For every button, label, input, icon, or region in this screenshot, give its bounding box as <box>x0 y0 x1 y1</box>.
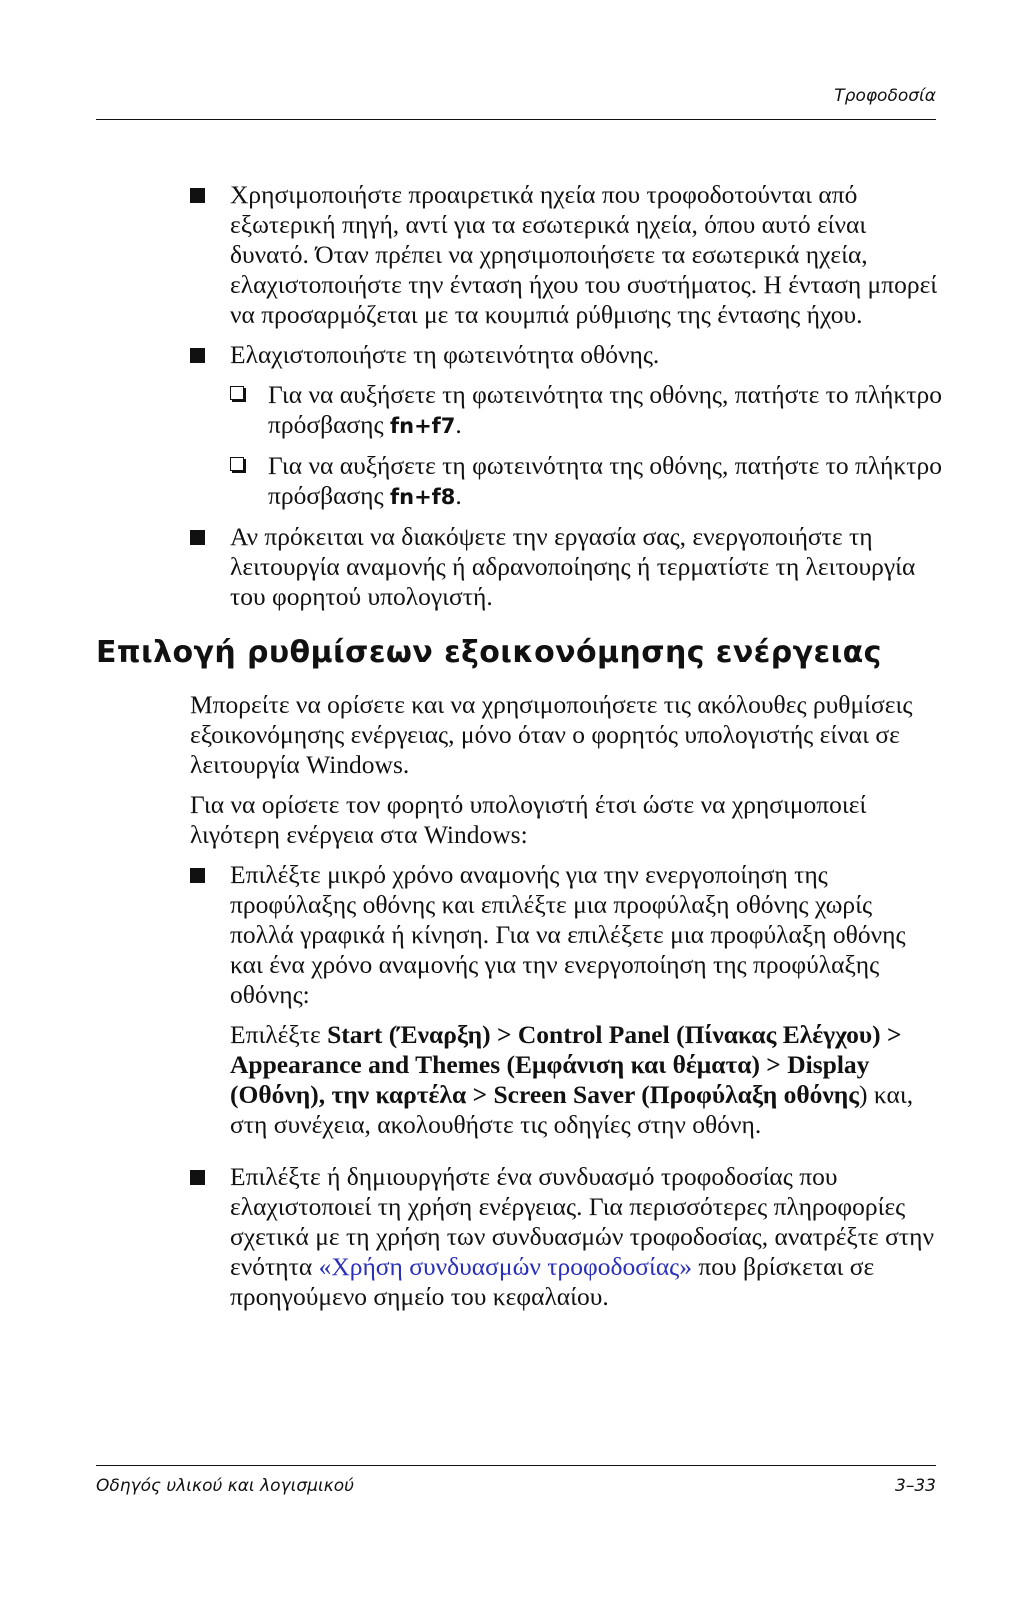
instruction-lead: Επιλέξτε <box>230 1020 328 1049</box>
square-bullet-icon <box>190 530 205 545</box>
section-heading: Επιλογή ρυθμίσεων εξοικονόμησης ενέργειας <box>96 635 882 670</box>
list-item <box>230 340 940 370</box>
list-item <box>230 1162 940 1312</box>
square-bullet-icon <box>190 188 205 203</box>
square-bullet-icon <box>190 868 205 883</box>
list-item <box>230 860 940 1010</box>
list-item-text-end: που βρίσκεται σε προηγούμενο σημείο του κεφαλαίου. <box>230 1252 875 1311</box>
sub-list-item-text: Για να αυξήσετε τη φωτεινότητα της οθόνης, πατήστε το πλήκτρο πρόσβασης <box>268 451 942 510</box>
header-rule <box>96 119 936 120</box>
sub-list-item <box>268 451 948 512</box>
list-item-text: Χρησιμοποιήστε προαιρετικά ηχεία που τροφοδοτούνται από εξωτερική πηγή, αντί για τα εσωτερικά ηχεία, όπου αυτό είναι δυνατό. Όταν πρέπει να χρησιμοποιήσετε τα εσωτερικά ηχεία, ελαχιστοποιήστε την ένταση ήχου του συστήματος. Η ένταση μπορεί να προσαρμόζεται με τα κουμπιά ρύθμισης της έντασης ήχου. <box>230 180 938 329</box>
list-item <box>230 180 940 330</box>
running-header: Τροφοδοσία <box>834 86 936 106</box>
list-item-text: Επιλέξτε ή δημιουργήστε ένα συνδυασμό τροφοδοσίας που ελαχιστοποιεί τη χρήση ενέργειας. Για περισσότερες πληροφορίες σχετικά με τη χρήση των συνδυασμών τροφοδοσίας, ανατρέξτε στην ενότητα <box>230 1162 934 1281</box>
list-item-text: Αν πρόκειται να διακόψετε την εργασία σας, ενεργοποιήστε τη λειτουργία αναμονής ή αδρανοποίησης ή τερματίστε τη λειτουργία του φορητού υπολογιστή. <box>230 522 916 611</box>
paragraph: Μπορείτε να ορίσετε και να χρησιμοποιήσετε τις ακόλουθες ρυθμίσεις εξοικονόμησης ενέργειας, μόνο όταν ο φορητός υπολογιστής είναι σε λειτουργία Windows. <box>190 690 913 779</box>
menu-path: Start (Έναρξη) > Control Panel (Πίνακας Ελέγχου) > Appearance and Themes (Εμφάνιση και θέματα) > Display (Οθόνη), την καρτέλα > Screen Saver (Προφύλαξη οθόνης <box>230 1020 902 1109</box>
square-bullet-icon <box>190 1170 205 1185</box>
list-item-text: Επιλέξτε μικρό χρόνο αναμονής για την ενεργοποίηση της προφύλαξης οθόνης και επιλέξτε μια προφύλαξη οθόνης χωρίς πολλά γραφικά ή κίνηση. Για να επιλέξετε μια προφύλαξη οθόνης και ένα χρόνο αναμονής για την ενεργοποίηση της προφύλαξης οθόνης: <box>230 860 906 1009</box>
footer-guide-title: Οδηγός υλικού και λογισμικού <box>96 1476 354 1496</box>
cross-reference-link[interactable]: «Χρήση συνδυασμών τροφοδοσίας» <box>318 1252 693 1281</box>
square-bullet-icon <box>190 348 205 363</box>
paragraph: Για να ορίσετε τον φορητό υπολογιστή έτσι ώστε να χρησιμοποιεί λιγότερη ενέργεια στα Windows: <box>190 790 867 849</box>
sub-list-item <box>268 380 948 441</box>
period: . <box>455 481 462 510</box>
hotkey-label: fn+f7 <box>389 414 456 438</box>
footer-rule <box>96 1465 936 1466</box>
instruction-paragraph <box>230 1020 940 1140</box>
list-item-text: Ελαχιστοποιήστε τη φωτεινότητα οθόνης. <box>230 340 660 369</box>
period: . <box>455 410 462 439</box>
instruction-rest: ) και, στη συνέχεια, ακολουθήστε τις οδηγίες στην οθόνη. <box>230 1080 914 1139</box>
checkbox-bullet-icon <box>230 386 244 400</box>
page-content <box>0 180 1036 1312</box>
sub-list-item-text: Για να αυξήσετε τη φωτεινότητα της οθόνης, πατήστε το πλήκτρο πρόσβασης <box>268 380 942 439</box>
page-number: 3–33 <box>895 1476 936 1496</box>
list-item <box>230 522 940 612</box>
hotkey-label: fn+f8 <box>389 485 456 509</box>
checkbox-bullet-icon <box>230 457 244 471</box>
